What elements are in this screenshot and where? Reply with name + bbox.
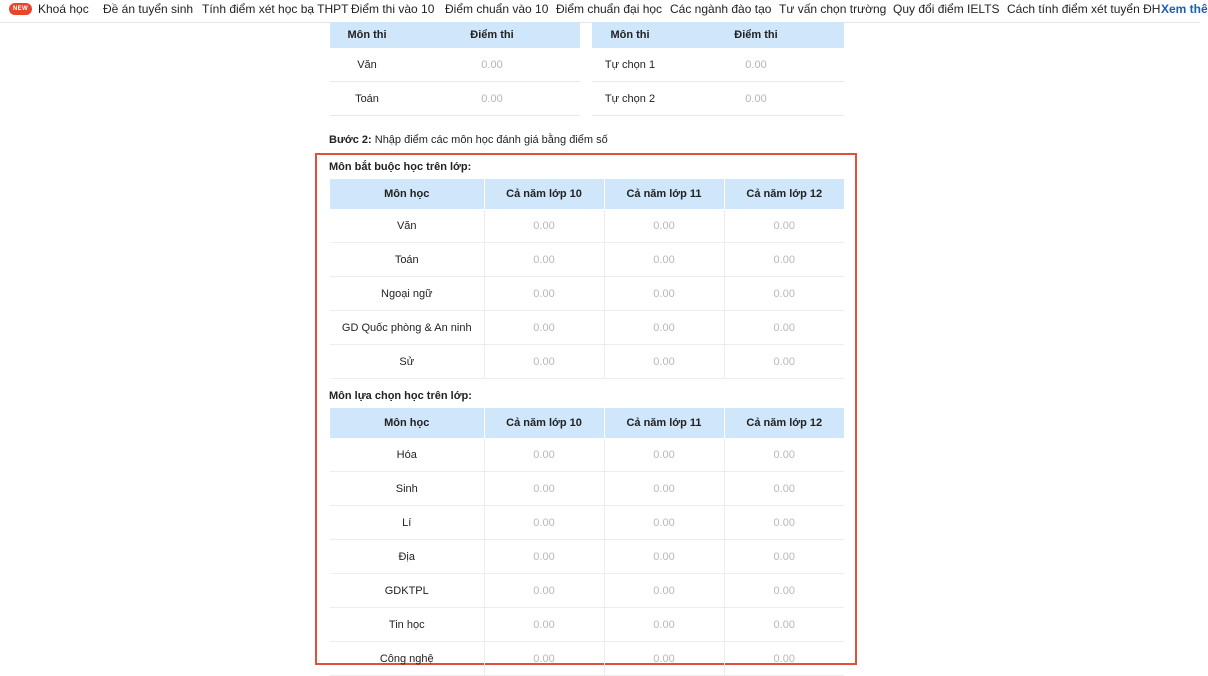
subject-label: Tin học [330,608,484,642]
nav-item-de-an-tuyen-sinh[interactable]: Đề án tuyển sinh [103,2,194,16]
score-input[interactable]: 0.00 [668,82,844,116]
score-input-lop-12[interactable]: 0.00 [724,243,844,277]
col-header-lop-12: Cả năm lớp 12 [724,408,844,438]
table-row [330,608,844,642]
col-header-lop-12: Cả năm lớp 12 [724,179,844,209]
score-input-lop-10[interactable]: 0.00 [484,277,604,311]
score-input-lop-12[interactable]: 0.00 [724,209,844,243]
mandatory-section-title: Môn bắt buộc học trên lớp: [329,161,472,173]
table-row [330,540,844,574]
exam-score-table-left [330,22,580,116]
score-input-lop-12[interactable]: 0.00 [724,438,844,472]
subject-label: Tự chọn 2 [592,82,668,116]
nav-item-khoa-hoc[interactable]: Khoá học [38,2,89,16]
score-input-lop-12[interactable]: 0.00 [724,345,844,379]
score-input-lop-10[interactable]: 0.00 [484,438,604,472]
score-input[interactable]: 0.00 [668,48,844,82]
table-row [330,277,844,311]
col-header-mon-hoc: Môn học [330,179,484,209]
score-input-lop-11[interactable]: 0.00 [604,438,724,472]
score-input-lop-11[interactable]: 0.00 [604,506,724,540]
col-header-lop-10: Cả năm lớp 10 [484,408,604,438]
nav-item-quy-doi-ielts[interactable]: Quy đổi điểm IELTS [893,2,1000,16]
col-header-diem-thi: Điểm thi [668,22,844,48]
subject-label: Tự chọn 1 [592,48,668,82]
mandatory-subjects-table [330,179,844,379]
table-row [330,311,844,345]
table-row [330,574,844,608]
col-header-mon-thi: Môn thi [330,22,404,48]
score-input-lop-11[interactable]: 0.00 [604,345,724,379]
nav-item-diem-chuan-dai-hoc[interactable]: Điểm chuẩn đại học [556,2,663,16]
table-row [330,48,580,82]
table-row [592,82,844,116]
table-row [330,642,844,676]
score-input-lop-11[interactable]: 0.00 [604,472,724,506]
score-input-lop-11[interactable]: 0.00 [604,574,724,608]
subject-label: Toán [330,243,484,277]
subject-label: Sinh [330,472,484,506]
score-input-lop-12[interactable]: 0.00 [724,608,844,642]
step2-heading [329,134,608,146]
score-input-lop-10[interactable]: 0.00 [484,472,604,506]
score-input-lop-11[interactable]: 0.00 [604,277,724,311]
col-header-mon-hoc: Môn học [330,408,484,438]
score-input-lop-10[interactable]: 0.00 [484,608,604,642]
exam-score-table-right [592,22,844,116]
score-input-lop-11[interactable]: 0.00 [604,243,724,277]
score-input-lop-10[interactable]: 0.00 [484,642,604,676]
table-row [330,82,580,116]
score-input-lop-10[interactable]: 0.00 [484,209,604,243]
subject-label: Văn [330,209,484,243]
subject-label: Lí [330,506,484,540]
nav-item-tinh-diem-hoc-ba[interactable]: Tính điểm xét học bạ THPT [202,2,349,16]
col-header-mon-thi: Môn thi [592,22,668,48]
score-input-lop-12[interactable]: 0.00 [724,574,844,608]
table-row [592,48,844,82]
score-input-lop-10[interactable]: 0.00 [484,506,604,540]
col-header-lop-11: Cả năm lớp 11 [604,408,724,438]
score-input-lop-11[interactable]: 0.00 [604,311,724,345]
elective-subjects-table [330,408,844,676]
step2-text: Nhập điểm các môn học đánh giá bằng điểm số [374,134,608,146]
new-badge: NEW [9,3,32,15]
score-input-lop-12[interactable]: 0.00 [724,642,844,676]
table-row [330,472,844,506]
score-input-lop-11[interactable]: 0.00 [604,540,724,574]
nav-item-cac-nganh-dao-tao[interactable]: Các ngành đào tạo [670,2,772,16]
subject-label: Địa [330,540,484,574]
elective-section-title: Môn lựa chọn học trên lớp: [329,390,472,402]
table-row [330,438,844,472]
score-input-lop-10[interactable]: 0.00 [484,243,604,277]
nav-item-diem-chuan-vao-10[interactable]: Điểm chuẩn vào 10 [445,2,549,16]
subject-label: Sử [330,345,484,379]
col-header-lop-11: Cả năm lớp 11 [604,179,724,209]
score-input-lop-10[interactable]: 0.00 [484,540,604,574]
step2-label: Bước 2: [329,134,372,146]
score-input-lop-12[interactable]: 0.00 [724,311,844,345]
score-input-lop-10[interactable]: 0.00 [484,311,604,345]
table-row [330,506,844,540]
score-input-lop-12[interactable]: 0.00 [724,506,844,540]
table-row [330,345,844,379]
table-row [330,209,844,243]
subject-label: Công nghệ [330,642,484,676]
col-header-diem-thi: Điểm thi [404,22,580,48]
table-row [330,243,844,277]
score-input-lop-12[interactable]: 0.00 [724,277,844,311]
subject-label: Toán [330,82,404,116]
subject-label: Văn [330,48,404,82]
nav-item-xem-them[interactable]: Xem thê [1161,2,1208,16]
score-input-lop-12[interactable]: 0.00 [724,540,844,574]
top-nav [0,0,1208,23]
nav-item-tu-van-chon-truong[interactable]: Tư vấn chọn trường [779,2,887,16]
col-header-lop-10: Cả năm lớp 10 [484,179,604,209]
score-input-lop-11[interactable]: 0.00 [604,209,724,243]
subject-label: GDKTPL [330,574,484,608]
subject-label: Hóa [330,438,484,472]
score-input-lop-10[interactable]: 0.00 [484,345,604,379]
score-input-lop-11[interactable]: 0.00 [604,608,724,642]
nav-item-diem-thi-vao-10[interactable]: Điểm thi vào 10 [351,2,435,16]
subject-label: Ngoại ngữ [330,277,484,311]
score-input-lop-10[interactable]: 0.00 [484,574,604,608]
subject-label: GD Quốc phòng & An ninh [330,311,484,345]
score-input-lop-11[interactable]: 0.00 [604,642,724,676]
nav-item-cach-tinh-diem-dh[interactable]: Cách tính điểm xét tuyển ĐH [1007,2,1161,16]
score-input[interactable]: 0.00 [404,82,580,116]
score-input[interactable]: 0.00 [404,48,580,82]
score-input-lop-12[interactable]: 0.00 [724,472,844,506]
